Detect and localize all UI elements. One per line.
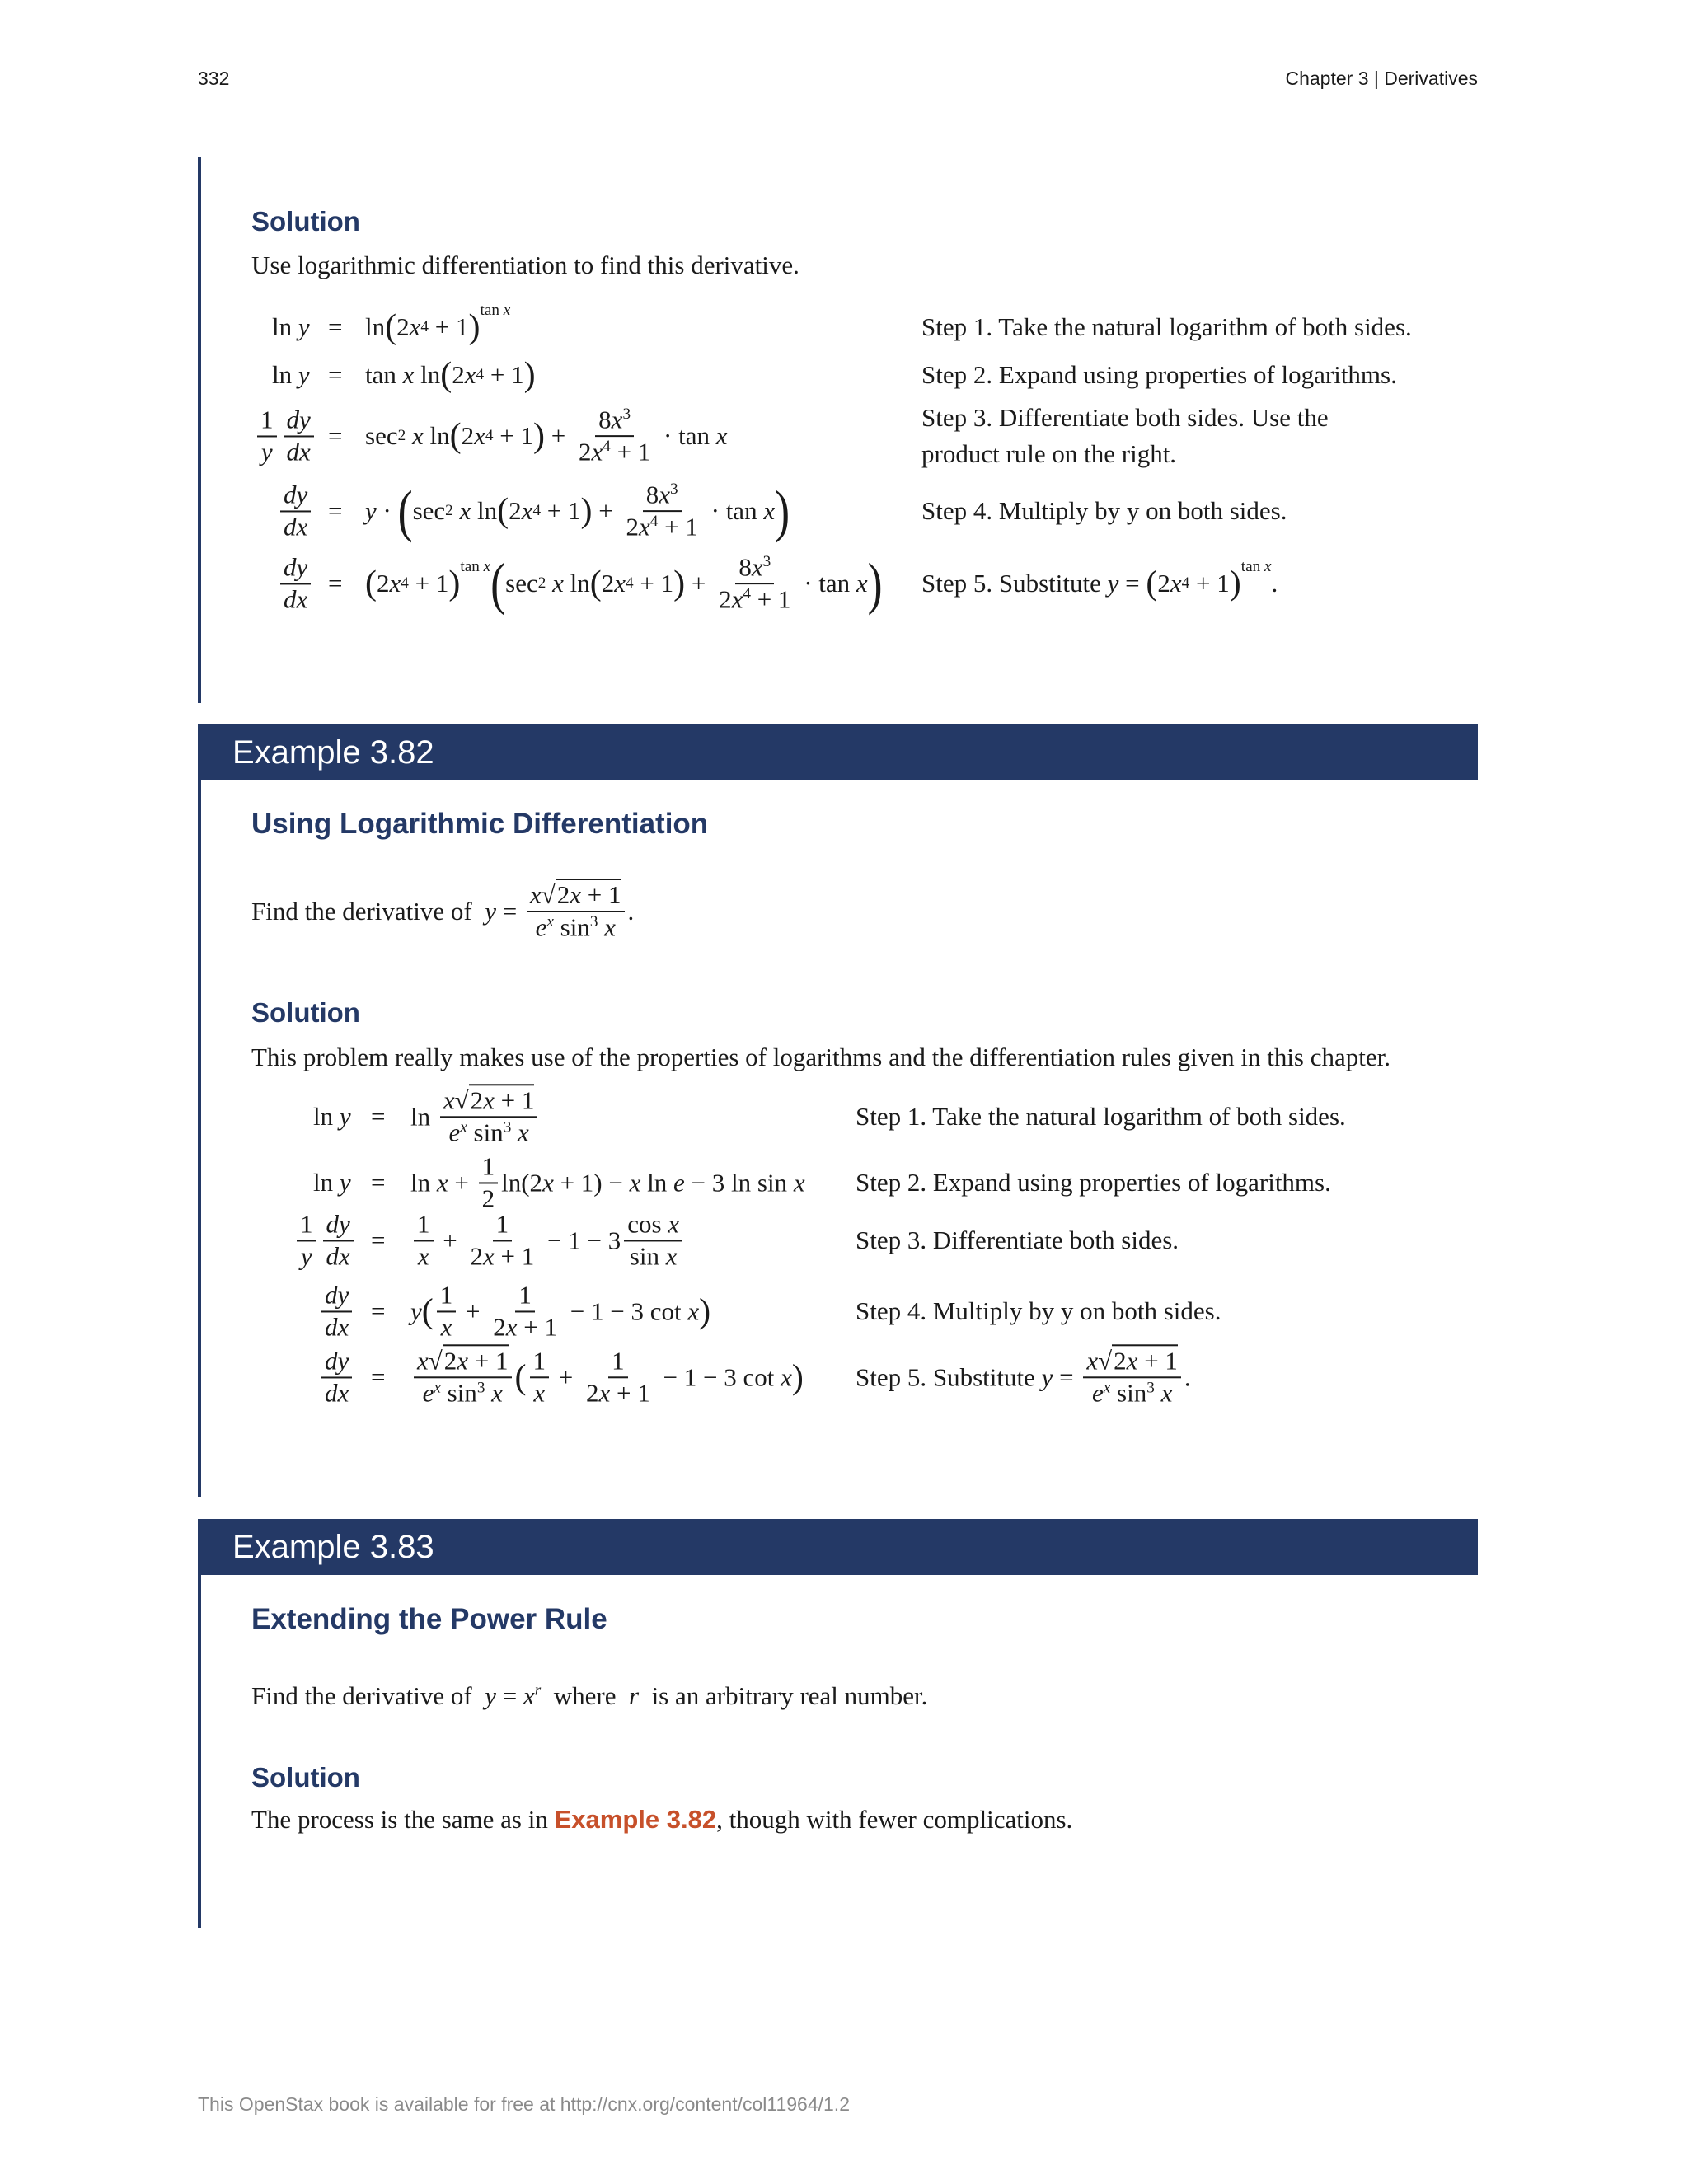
derivation-row: ln y = ln $\frac{x√2x + 1}{e^x \sin^3 x}$ Step 1. Take the natural logarithm of both sides.	[313, 1085, 1346, 1147]
example-left-rule	[198, 1575, 201, 1928]
problem-text: Find the derivative of	[251, 1681, 472, 1710]
derivation-row: ln y = ln x + $\frac{1}{2}$ ln(2 x + 1) − x ln e − 3 ln sin x Step 2. Expand using properties of logarithms.	[313, 1151, 1331, 1212]
derivation-row: ln y = tan x ln ( 2 x 4 + 1 ) Step 2. Expand using properties of logarithms.	[272, 356, 1397, 394]
problem-text: where	[553, 1681, 617, 1710]
step-text: Step 3. Differentiate both sides.	[856, 1226, 1179, 1254]
step-text: Step 1. Take the natural logarithm of both sides.	[921, 312, 1412, 341]
example-title: Extending the Power Rule	[251, 1603, 607, 1635]
derivation-row: $\frac{dy}{dx}$ = $\frac{x√2x + 1}{e^x \sin^3 x}$ ( $\frac{1}{x}$ + $\frac{1}{2x + 1}$ − 1 − 3 cot x ) Step 5. Substitute y = $\frac{x√2x + 1}{e^x \sin^3 x}$ .	[0, 1340, 1484, 1414]
solution-heading: Solution	[251, 206, 360, 237]
step-text: Step 3. Differentiate both sides. Use the	[921, 403, 1329, 432]
solution-intro: This problem really makes use of the properties of logarithms and the differentiation rules given in this chapter.	[251, 1043, 1390, 1071]
solution-heading: Solution	[251, 1762, 360, 1793]
derivation-row: ln y = ln ( 2 x 4 + 1 ) $^{tan x}$ Step 1. Take the natural logarithm of both sides.	[272, 302, 1412, 346]
step-text: Step 1. Take the natural logarithm of both sides.	[856, 1102, 1346, 1131]
example-problem: Find the derivative of y = $\frac{x√2x + 1}{e^x \sin^3 x}$ .	[251, 880, 635, 941]
example-title: Using Logarithmic Differentiation	[251, 808, 709, 840]
solution-intro: Use logarithmic differentiation to find this derivative.	[251, 251, 799, 279]
derivation-row: $\frac{dy}{dx}$ = y ( $\frac{1}{x}$ + $\frac{1}{2x + 1}$ − 1 − 3 cot x ) Step 4. Multiply by y on both sides.	[0, 1274, 1484, 1348]
solution-text-prefix: The process is the same as in	[251, 1805, 548, 1834]
solution-heading: Solution	[251, 997, 360, 1028]
step-text: Step 2. Expand using properties of logarithms.	[921, 360, 1397, 389]
solution-text-suffix: , though with fewer complications.	[716, 1805, 1073, 1834]
example-problem: Find the derivative of $y = x^r$ where r is an arbitrary real number.	[251, 1681, 928, 1710]
example-banner: Example 3.82	[198, 724, 1478, 780]
page-number: 332	[198, 68, 230, 89]
derivation-row: $\frac{dy}{dx}$ = ( 2 x 4 + 1 ) $^{tan x}$ ( sec 2 x ln ( 2 x 4 + 1 ) + $\frac{8x^3}{2x^4 + 1}$ · tan x ) Step 5. Substitute y = ( 2 x 4 + 1 ) $^{tan x}$ .	[0, 546, 1484, 621]
derivation-row: $\frac{1}{y}$ $\frac{dy}{dx}$ = $\frac{1}{x}$ + $\frac{1}{2x + 1}$ − 1 − 3 $\frac{\text{cos x}}{\text{sin x}}$ Step 3. Differentiate both sides.	[0, 1203, 1484, 1277]
step-text: product rule on the right.	[921, 439, 1177, 468]
problem-text: is an arbitrary real number.	[651, 1681, 928, 1710]
solution-text	[251, 1805, 1072, 1835]
problem-text: Find the derivative of	[251, 896, 472, 926]
example-banner: Example 3.83	[198, 1519, 1478, 1575]
example-link[interactable]: Example 3.82	[554, 1805, 717, 1834]
step-text: Step 5. Substitute	[921, 569, 1101, 598]
step-text: Step 4. Multiply by y on both sides.	[856, 1296, 1221, 1325]
step-text: Step 4. Multiply by y on both sides.	[921, 496, 1287, 525]
chapter-title: Chapter 3 | Derivatives	[1285, 68, 1478, 89]
step-text: Step 2. Expand using properties of logarithms.	[856, 1168, 1331, 1197]
derivation-row: $\frac{1}{y}$ $\frac{dy}{dx}$ = sec 2 x ln ( 2 x 4 + 1 ) + $\frac{8x^3}{2x^4 + 1}$ · tan x Step 3. Differentiate both sides. Use the product rule on the right.	[0, 399, 1484, 473]
footer-note: This OpenStax book is available for free at http://cnx.org/content/col11964/1.2	[198, 2093, 850, 2115]
derivation-row: $\frac{dy}{dx}$ = y · ( sec 2 x ln ( 2 x 4 + 1 ) + $\frac{8x^3}{2x^4 + 1}$ · tan x ) Step 4. Multiply by y on both sides.	[0, 474, 1484, 548]
step-text: Step 5. Substitute	[856, 1361, 1035, 1391]
